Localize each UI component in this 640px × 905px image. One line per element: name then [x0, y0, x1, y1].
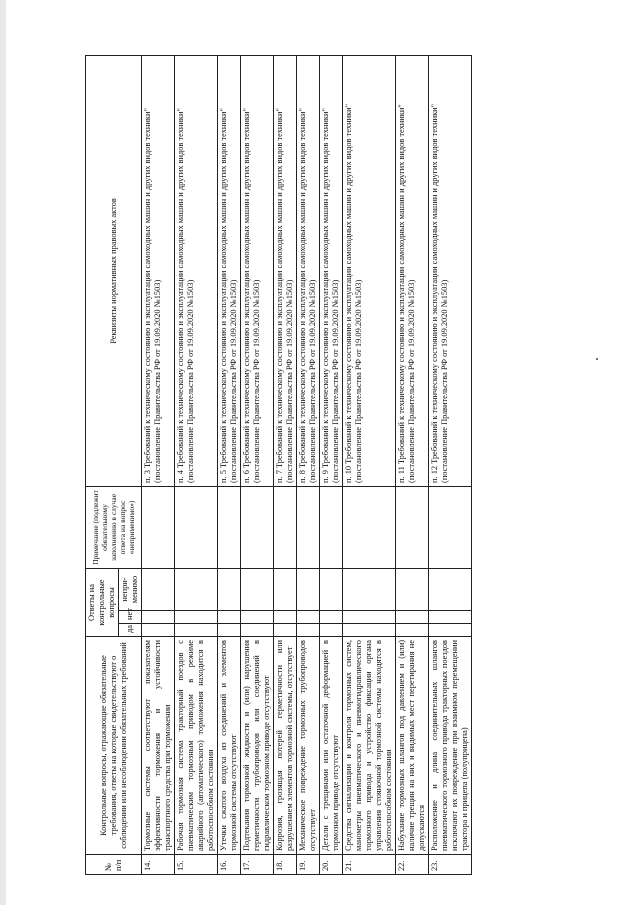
- header-row: [86, 56, 119, 875]
- row-requisites: п. 9 Требований к техническому состоянию и эксплуатации самоходных машин и других видов техники" (постановление Правительства РФ от 19.09.2020 №1503): [320, 56, 343, 487]
- row-note: [297, 486, 320, 568]
- table-row: [142, 56, 175, 875]
- header-note: Примечание (подлежит обязательному заполнению в случае ответа на вопрос «неприменимо»): [86, 486, 142, 568]
- checklist-table: [85, 55, 472, 875]
- row-question: Детали с трещинами или остаточной деформацией в тормозном приводе отсутствуют: [320, 637, 343, 855]
- row-number: 16.: [218, 855, 241, 875]
- row-question: Набухание тормозных шлангов под давлением и (или) наличие трещин на них и видимых мест перетирания не допускаются: [396, 637, 429, 855]
- row-answer-na: [396, 568, 429, 610]
- row-answer-na: [429, 568, 472, 610]
- row-question: Средства сигнализации и контроля тормозных систем, манометры пневматического и пневмогидравлического тормозного привода и устройство фиксации органа управления стояночной тормозной системы находятся в работоспособном состоянии: [343, 637, 396, 855]
- row-number: 17.: [241, 855, 274, 875]
- row-number: 19.: [297, 855, 320, 875]
- scan-edge: [0, 0, 6, 905]
- row-answer-na: [175, 568, 218, 610]
- row-number: 14.: [142, 855, 175, 875]
- row-question: Подтекания тормозной жидкости и (или) нарушения герметичности трубопроводов или соединений в гидравлическом тормозном приводе отсутствуют: [241, 637, 274, 855]
- header-yes: да: [119, 624, 142, 637]
- row-answer-na: [142, 568, 175, 610]
- table-row: [297, 56, 320, 875]
- row-number: 20.: [320, 855, 343, 875]
- row-answer-no: [142, 611, 175, 624]
- row-answer-yes: [241, 624, 274, 637]
- row-requisites: п. 5 Требований к техническому состоянию и эксплуатации самоходных машин и других видов техники" (постановление Правительства РФ от 19.09.2020 №1503): [218, 56, 241, 487]
- row-requisites: п. 4 Требований к техническому состоянию и эксплуатации самоходных машин и других видов техники" (постановление Правительства РФ от 19.09.2020 №1503): [175, 56, 218, 487]
- row-note: [175, 486, 218, 568]
- table-row: [175, 56, 218, 875]
- row-answer-no: [241, 611, 274, 624]
- row-question: Коррозия, грозящая потерей герметичности или разрушением элементов тормозной системы, отсутствует: [274, 637, 297, 855]
- row-answer-no: [343, 611, 396, 624]
- row-requisites: п. 10 Требований к техническому состоянию и эксплуатации самоходных машин и других видов техники" (постановление Правительства РФ от 19.09.2020 №1503): [343, 56, 396, 487]
- row-number: 18.: [274, 855, 297, 875]
- row-note: [274, 486, 297, 568]
- row-question: Механическое повреждение тормозных трубопроводов отсутствует: [297, 637, 320, 855]
- row-requisites: п. 6 Требований к техническому состоянию и эксплуатации самоходных машин и других видов техники" (постановление Правительства РФ от 19.09.2020 №1503): [241, 56, 274, 487]
- row-note: [343, 486, 396, 568]
- header-answers: Ответы на контрольные вопросы: [86, 568, 119, 636]
- row-requisites: п. 7 Требований к техническому состоянию и эксплуатации самоходных машин и других видов техники" (постановление Правительства РФ от 19.09.2020 №1503): [274, 56, 297, 487]
- table-body: [142, 56, 472, 875]
- row-answer-yes: [274, 624, 297, 637]
- row-answer-no: [218, 611, 241, 624]
- row-answer-no: [274, 611, 297, 624]
- row-answer-yes: [218, 624, 241, 637]
- table-row: [320, 56, 343, 875]
- row-note: [429, 486, 472, 568]
- header-na: непри-менимо: [119, 568, 142, 610]
- row-answer-yes: [297, 624, 320, 637]
- header-requisites: Реквизиты нормативных правовых актов: [86, 56, 142, 487]
- table-row: [274, 56, 297, 875]
- row-answer-na: [241, 568, 274, 610]
- row-question: Утечки сжатого воздуха из соединений и элементов тормозной системы отсутствуют: [218, 637, 241, 855]
- row-note: [218, 486, 241, 568]
- row-answer-yes: [320, 624, 343, 637]
- table-row: [343, 56, 396, 875]
- row-answer-yes: [396, 624, 429, 637]
- row-number: 15.: [175, 855, 218, 875]
- row-answer-yes: [429, 624, 472, 637]
- row-requisites: п. 12 Требований к техническому состоянию и эксплуатации самоходных машин и других видов техники" (постановление Правительства РФ от 19.09.2020 №1503): [429, 56, 472, 487]
- row-answer-yes: [343, 624, 396, 637]
- header-no-answer: нет: [119, 611, 142, 624]
- row-answer-no: [297, 611, 320, 624]
- row-answer-no: [320, 611, 343, 624]
- row-answer-yes: [142, 624, 175, 637]
- row-number: 21.: [343, 855, 396, 875]
- table-row: [429, 56, 472, 875]
- row-note: [396, 486, 429, 568]
- row-number: 22.: [396, 855, 429, 875]
- row-question: Расположение и длина соединительных шлангов пневматического тормозного привода тракторных поездов исключают их повреждение при взаимном перемещении трактора и прицепа (полуприцепа): [429, 637, 472, 855]
- row-answer-no: [429, 611, 472, 624]
- row-answer-na: [274, 568, 297, 610]
- row-answer-yes: [175, 624, 218, 637]
- rotated-table-container: [85, 55, 570, 875]
- row-answer-no: [396, 611, 429, 624]
- row-answer-na: [320, 568, 343, 610]
- row-requisites: п. 3 Требований к техническому состоянию и эксплуатации самоходных машин и других видов техники" (постановление Правительства РФ от 19.09.2020 №1503): [142, 56, 175, 487]
- row-answer-na: [218, 568, 241, 610]
- row-question: Тормозные системы соответствуют показателям эффективности торможения и устойчивости транспортного средства при торможении: [142, 637, 175, 855]
- row-requisites: п. 8 Требований к техническому состоянию и эксплуатации самоходных машин и других видов техники" (постановление Правительства РФ от 19.09.2020 №1503): [297, 56, 320, 487]
- row-answer-na: [343, 568, 396, 610]
- row-question: Рабочая тормозная система тракторный поездов с пневматическим тормозным приводом в режиме аварийного (автоматического) торможения находится в работоспособном состоянии: [175, 637, 218, 855]
- row-requisites: п. 11 Требований к техническому состоянию и эксплуатации самоходных машин и других видов техники" (постановление Правительства РФ от 19.09.2020 №1503): [396, 56, 429, 487]
- table-row: [396, 56, 429, 875]
- row-note: [241, 486, 274, 568]
- header-no: № п/п: [86, 855, 142, 875]
- row-note: [142, 486, 175, 568]
- table-row: [218, 56, 241, 875]
- row-number: 23.: [429, 855, 472, 875]
- row-answer-no: [175, 611, 218, 624]
- scan-speck: [596, 358, 598, 360]
- row-answer-na: [297, 568, 320, 610]
- row-note: [320, 486, 343, 568]
- header-question: Контрольные вопросы, отражающие обязательные требования, ответы на которые свидетельствуют о соблюдении или несоблюдении обязательных требований: [86, 637, 142, 855]
- table-row: [241, 56, 274, 875]
